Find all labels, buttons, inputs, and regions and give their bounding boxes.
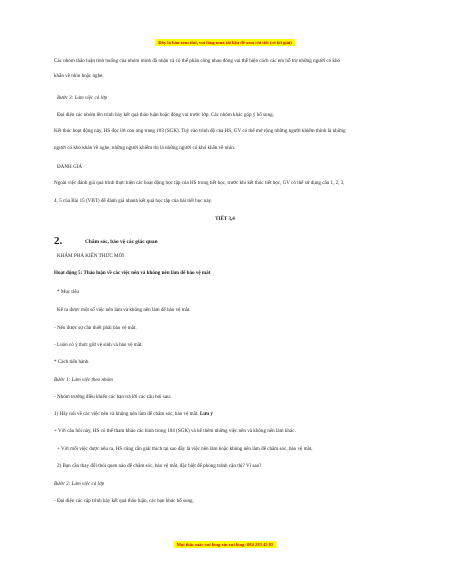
note-label: Lưu ý (199, 411, 213, 417)
text-line: 4, 5 của Bài 15 (VBT) để đánh giá nhanh kết quả học tập của bài tiết học này. (54, 198, 213, 204)
text-line: * Mục tiêu (57, 289, 80, 295)
step-heading: Bước 2: Làm việc cả lớp (54, 481, 105, 487)
text-line (54, 411, 399, 417)
lesson-heading: TIẾT 3,4 (215, 216, 235, 222)
text-line: Đại diện các nhóm lên trình bày kết quả thảo luận hoặc đóng vai trước lớp. Các nhóm khác góp ý bổ sung. (57, 112, 274, 118)
text-line: khăn về nhìn hoặc nghe. (54, 73, 104, 79)
preview-banner: Đây là bản xem thử, vui lòng mua tài liệu để xem chi tiết (có lời giải) (155, 39, 295, 46)
text-line: Kết thúc hoạt động này, HS đọc lời con ong trang 103 (SGK). Tuỳ vào trình độ của HS, GV có thể mở rộng những người khiếm thính là những (54, 128, 346, 134)
contact-banner: Mọi thắc mắc vui lòng xin vui lòng: 084 283 45 85 (174, 541, 277, 548)
text-line: 2) Bạn cần thay đổi thói quen nào để chăm sóc, bảo vệ mắt, đặc biệt để phòng tránh cận thị? Vì sao? (57, 463, 262, 469)
text-line: người có khó khăn về nghe, những người khiếm thị là những người có khó khăn về nhìn. (54, 145, 236, 151)
text-line: + Với mỗi việc được nêu ra, HS cũng cần giải thích tại sao đây là việc nên làm hoặc không nên làm để chăm sóc, bảo vệ mắt, (57, 446, 313, 452)
text-line: Ngoài việc đánh giá quá trình thực hiện các hoạt động học tập của HS trong tiết học, trước khi kết thúc tiết học, GV có thể sử dụng câu 1, 2, 3, (54, 180, 345, 186)
heading-number: 2. (54, 235, 63, 247)
text-line-main: 1) Hãy nói về các việc nên và không nên làm để chăm sóc, bảo vệ mắt. (54, 411, 199, 417)
text-line: Kể ra được một số việc nên làm và không nên làm để bảo vệ mắt. (57, 307, 191, 313)
text-line: - Nhóm trưởng điều khiển các bạn trả lời các câu hỏi sau: (54, 394, 172, 400)
text-line: * Cách tiến hành (54, 359, 89, 365)
text-line: - Đại diện các cặp trình bày kết quả thảo luận, các bạn khác bổ sung. (54, 498, 194, 504)
text-line: - Luôn có ý thức giữ vệ sinh và bảo vệ mắt. (54, 342, 143, 348)
text-line: - Nêu được sự cần thiết phải bảo vệ mắt. (54, 325, 137, 331)
step-heading: Bước 3: Làm việc cả lớp (57, 95, 108, 101)
text-line: KHÁM PHÁ KIẾN THỨC MỚI (57, 253, 124, 259)
text-line: Các nhóm thảo luận tình huống của nhóm mình đã nhận và có thể phân công nhau đóng vai thể hiện cách các em hỗ trợ những người có khó (54, 58, 341, 64)
section-label: ĐÁNH GIÁ (57, 164, 83, 170)
activity-heading: Hoạt động 5: Thảo luận về các việc nên và không nên làm để bảo vệ mắt (54, 270, 211, 276)
text-line: + Với câu hỏi này, HS có thể tham khảo các hình trong 104 (SGK) và kể thêm những việc nên và không nên làm khác. (54, 428, 296, 434)
step-heading: Bước 1: Làm việc theo nhóm (54, 377, 113, 383)
heading-title: Chăm sóc, bảo vệ các giác quan (85, 239, 158, 245)
